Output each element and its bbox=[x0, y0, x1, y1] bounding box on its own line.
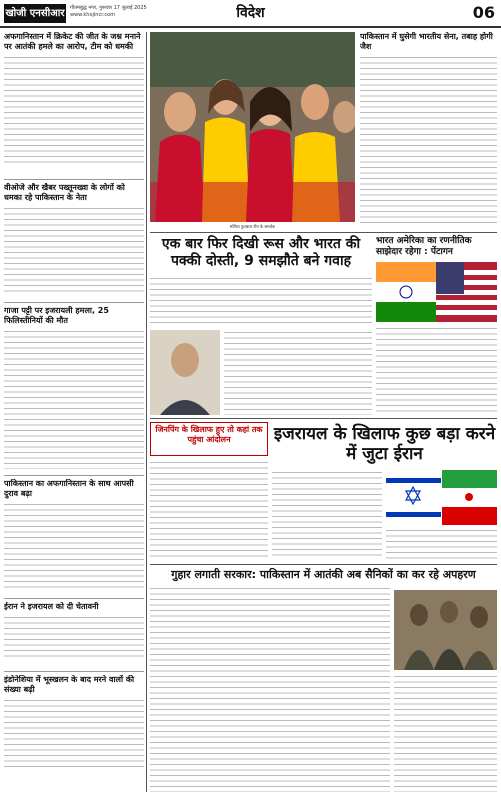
story-india-pak-border bbox=[360, 32, 497, 232]
protest-headline: जिनपिंग के खिलाफ हुए तो कहां तक पहुंचा आंदोलन bbox=[150, 422, 268, 456]
pak-kidnap-headline: गुहार लगाती सरकार: पाकिस्तान में आतंकी अब सैनिकों का कर रहे अपहरण bbox=[171, 568, 476, 581]
pentagon-photo bbox=[376, 262, 497, 322]
russia-india-body-2 bbox=[224, 330, 372, 415]
story-headline: पाकिस्तान में घुसेगी भारतीय सेना, तबाह होगी जैश bbox=[360, 32, 493, 51]
pak-kidnap-photo bbox=[394, 590, 497, 670]
story-afghan-cricket bbox=[4, 32, 144, 180]
story-pak-afghan bbox=[4, 479, 144, 599]
putin-modi-image bbox=[150, 330, 220, 415]
page-header bbox=[0, 0, 501, 28]
pak-kidnap-body-2 bbox=[394, 674, 497, 792]
russia-india-headline: एक बार फिर दिखी रूस और भारत की पक्की दोस्ती, 9 समझौते बने गवाह bbox=[161, 236, 361, 269]
story-body bbox=[150, 460, 268, 560]
pak-kidnap-body bbox=[150, 586, 390, 792]
israel-iran-headline: इजरायल के खिलाफ कुछ बड़ा करने में जुटा ईरान bbox=[273, 424, 496, 464]
story-body bbox=[4, 698, 144, 768]
story-headline: ईरान ने इजरायल को दी चेतावनी bbox=[4, 602, 99, 611]
story-headline: अफगानिस्तान में क्रिकेट की जीत के जश्न मनाने पर आतंकी हमले का आरोप, टीम को धमकी bbox=[4, 32, 141, 51]
israel-iran-body-2 bbox=[386, 528, 497, 560]
crowd-image bbox=[150, 32, 355, 222]
protest-body bbox=[150, 460, 268, 560]
russia-india-body bbox=[150, 276, 372, 326]
soldiers-image bbox=[394, 590, 497, 670]
russia-india-photo bbox=[150, 330, 220, 415]
column-divider bbox=[146, 32, 147, 792]
israel-iran-body bbox=[272, 470, 382, 560]
story-body bbox=[224, 330, 372, 415]
flags-image bbox=[376, 262, 497, 322]
story-body bbox=[150, 276, 372, 326]
flags-image bbox=[386, 470, 497, 525]
section-divider bbox=[150, 232, 497, 233]
story-body bbox=[360, 55, 497, 225]
story-body bbox=[4, 329, 144, 469]
main-photo bbox=[150, 32, 355, 222]
story-body bbox=[4, 55, 144, 165]
section-title: विदेश bbox=[236, 5, 265, 21]
story-body bbox=[376, 326, 497, 416]
pentagon-headline: भारत अमेरिका का रणनीतिक साझेदार रहेगा : पेंटागन bbox=[376, 236, 472, 257]
story-pti-rally bbox=[4, 183, 144, 303]
story-headline: गाजा पट्टी पर इजरायली हमला, 25 फिलिस्तीनियों की मौत bbox=[4, 306, 109, 325]
story-body bbox=[386, 528, 497, 560]
story-body bbox=[394, 674, 497, 792]
story-body bbox=[4, 502, 144, 592]
israel-iran-photo bbox=[386, 470, 497, 525]
edition-web: www.khojincr.com bbox=[70, 12, 116, 18]
section-divider bbox=[150, 418, 497, 419]
section-divider bbox=[150, 564, 497, 565]
story-body bbox=[150, 586, 390, 792]
left-column bbox=[4, 32, 144, 792]
story-headline: पाकिस्तान का अफगानिस्तान के साथ आपसी दुराव बढ़ा bbox=[4, 479, 134, 498]
masthead: खोजी एनसीआर bbox=[4, 4, 66, 23]
pentagon-body bbox=[376, 326, 497, 416]
edition-date: गौतमबुद्ध नगर, गुरूवार 17 जुलाई 2025 bbox=[70, 5, 147, 11]
story-iran bbox=[4, 602, 144, 672]
story-headline: वीओजे और खैबर पख्तूनख्वा के लोगों को धमका रहे पाकिस्तान के नेता bbox=[4, 183, 125, 202]
story-israel-gaza bbox=[4, 306, 144, 476]
story-headline: इंडोनेशिया में भूस्खलन के बाद मरने वालों की संख्या बढ़ी bbox=[4, 675, 135, 694]
story-bangladesh bbox=[4, 675, 144, 775]
photo-caption: स्पेनिश फुटबाल टीम के समर्थक bbox=[229, 224, 276, 229]
page-number: 06 bbox=[472, 3, 495, 22]
story-body bbox=[4, 206, 144, 296]
story-body bbox=[272, 470, 382, 560]
story-body bbox=[4, 615, 144, 660]
